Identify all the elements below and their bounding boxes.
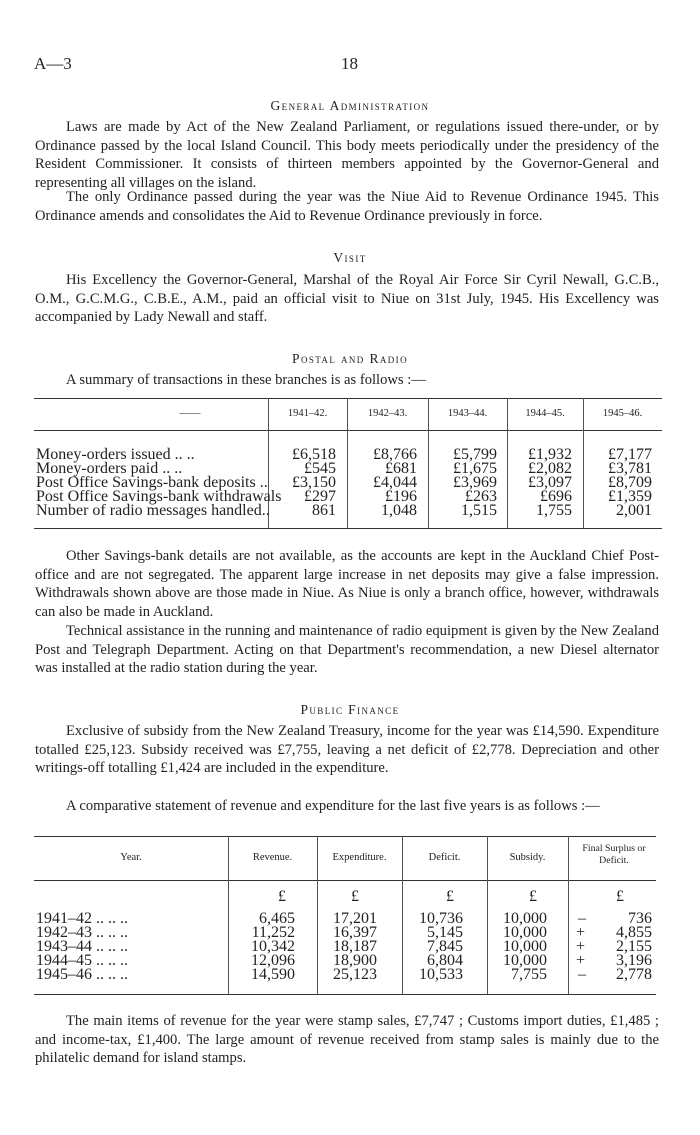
finance-cell: 2,155	[616, 938, 652, 955]
postal-cell: £2,082	[528, 460, 572, 477]
finance-row-year: 1942–43 .. .. ..	[36, 924, 128, 941]
postal-cell: £1,359	[608, 488, 652, 505]
postal-cell: 1,515	[461, 502, 497, 519]
sign-plus: +	[576, 952, 586, 969]
postal-row-label: Number of radio messages handled..	[36, 502, 270, 519]
postal-cell: £1,675	[453, 460, 497, 477]
finance-col-expenditure: Expenditure.	[332, 852, 387, 863]
finance-cell: 3,196	[616, 952, 652, 969]
postal-cell: £297	[304, 488, 336, 505]
finance-cell: 6,804	[427, 952, 463, 969]
finance-cell: 7,845	[427, 938, 463, 955]
finance-cell: 18,900	[333, 952, 377, 969]
finance-cell: 10,736	[419, 910, 463, 927]
postal-cell: £696	[540, 488, 572, 505]
finance-cell: 7,755	[511, 966, 547, 983]
postal-col-1941: 1941–42.	[287, 408, 328, 419]
finance-col-deficit: Deficit.	[428, 852, 461, 863]
unit-pound: £	[616, 888, 624, 905]
postal-cell: £3,969	[453, 474, 497, 491]
postal-cell: £545	[304, 460, 336, 477]
finance-col-year: Year.	[120, 852, 142, 863]
finance-cell: 18,187	[333, 938, 377, 955]
finance-cell: 2,778	[616, 966, 652, 983]
page-number: 18	[341, 54, 358, 73]
finance-col-final: Final Surplus or Deficit.	[582, 843, 646, 866]
finance-row-year: 1945–46 .. .. ..	[36, 966, 128, 983]
finance-cell: 736	[628, 910, 652, 927]
postal-cell: £263	[465, 488, 497, 505]
postal-cell: £681	[385, 460, 417, 477]
finance-row-year: 1941–42 .. .. ..	[36, 910, 128, 927]
finance-cell: 10,342	[251, 938, 295, 955]
finance-cell: 4,855	[616, 924, 652, 941]
finance-cell: 12,096	[251, 952, 295, 969]
postal-cell: 2,001	[616, 502, 652, 519]
paragraph-closing: The main items of revenue for the year were stamp sales, £7,747 ; Customs import duties, £1,485 ; and income-tax, £1,400. The large amount of revenue received from stamp sales is mainly due to the philatelic demand for island stamps.	[35, 1013, 659, 1067]
unit-pound: £	[529, 888, 537, 905]
postal-cell: 1,755	[536, 502, 572, 519]
postal-cell: £4,044	[373, 474, 417, 491]
paragraph-laws: Laws are made by Act of the New Zealand Parliament, or regulations issued there-under, or by Ordinance passed by the local Island Council. This body meets periodically under the presidency of the Resident Commissioner. It consists of thirteen members appointed by the Governor-General and representing all villages on the island.	[35, 119, 659, 191]
paragraph-finance: Exclusive of subsidy from the New Zealand Treasury, income for the year was £14,590. Expenditure totalled £25,123. Subsidy received was £7,755, leaving a net deficit of £2,778. Depreciation and other writings-off totalling £1,424 are included in the expenditure.	[35, 723, 659, 777]
paragraph-visit: His Excellency the Governor-General, Marshal of the Royal Air Force Sir Cyril Newall, G.C.B., O.M., G.C.M.G., C.B.E., A.M., paid an official visit to Niue on 31st July, 1945. His Excellency was accompanied by Lady Newall and staff.	[35, 272, 659, 326]
finance-row-year: 1943–44 .. .. ..	[36, 938, 128, 955]
finance-cell: 10,000	[503, 924, 547, 941]
postal-row-label: Money-orders issued .. ..	[36, 446, 195, 463]
postal-col-1942: 1942–43.	[367, 408, 408, 419]
document-reference: A—3	[34, 54, 72, 73]
postal-cell: £8,766	[373, 446, 417, 463]
postal-row-label: Post Office Savings-bank withdrawals	[36, 488, 282, 505]
finance-col-revenue: Revenue.	[252, 852, 293, 863]
finance-cell: 10,000	[503, 952, 547, 969]
postal-col-1943: 1943–44.	[447, 408, 488, 419]
postal-cell: £6,518	[292, 446, 336, 463]
postal-cell: £5,799	[453, 446, 497, 463]
section-heading-visit: Visit	[333, 250, 367, 265]
paragraph-postal-intro: A summary of transactions in these branches is as follows :—	[66, 372, 426, 388]
unit-pound: £	[278, 888, 286, 905]
paragraph-comparative: A comparative statement of revenue and expenditure for the last five years is as follows :—	[66, 798, 600, 814]
postal-cell: 1,048	[381, 502, 417, 519]
sign-minus: –	[578, 910, 586, 927]
finance-cell: 17,201	[333, 910, 377, 927]
finance-cell: 6,465	[259, 910, 295, 927]
finance-cell: 25,123	[333, 966, 377, 983]
postal-col-1945: 1945–46.	[602, 408, 643, 419]
section-heading-postal-radio: Postal and Radio	[292, 351, 408, 366]
postal-cell: 861	[312, 502, 336, 519]
postal-col-1944: 1944–45.	[525, 408, 565, 419]
section-heading-public-finance: Public Finance	[300, 702, 400, 717]
finance-col-subsidy: Subsidy.	[509, 852, 546, 863]
postal-row-label: Money-orders paid .. ..	[36, 460, 183, 477]
finance-cell: 5,145	[427, 924, 463, 941]
paragraph-savings: Other Savings-bank details are not available, as the accounts are kept in the Auckland Chief Post-office and are not segregated. The apparent large increase in net deposits may give a false impression. Withdrawals shown above are those made in Niue. As Niue is only a branch office, however, withdrawals can also be made in Auckland.	[35, 548, 659, 620]
unit-pound: £	[446, 888, 454, 905]
finance-cell: 10,000	[503, 910, 547, 927]
finance-cell: 16,397	[333, 924, 377, 941]
postal-cell: £7,177	[608, 446, 652, 463]
paragraph-technical: Technical assistance in the running and maintenance of radio equipment is given by the New Zealand Post and Telegraph Department. Acting on that Department's recommendation, a new Diesel alternator was installed at the radio station during the year.	[35, 623, 659, 677]
finance-cell: 10,533	[419, 966, 463, 983]
section-heading-general-administration: General Administration	[270, 98, 430, 113]
sign-minus: –	[578, 966, 586, 983]
sign-plus: +	[576, 924, 586, 941]
postal-cell: £1,932	[528, 446, 572, 463]
paragraph-ordinance: The only Ordinance passed during the year was the Niue Aid to Revenue Ordinance 1945. This Ordinance amends and consolidates the Aid to Revenue Ordinance previously in force.	[35, 189, 659, 224]
finance-cell: 14,590	[251, 966, 295, 983]
postal-cell: £3,150	[292, 474, 336, 491]
finance-cell: 10,000	[503, 938, 547, 955]
postal-cell: £196	[385, 488, 417, 505]
postal-cell: £3,097	[528, 474, 572, 491]
postal-row-label: Post Office Savings-bank deposits ..	[36, 474, 268, 491]
postal-table-corner: ——	[179, 408, 201, 419]
postal-cell: £8,709	[608, 474, 652, 491]
unit-pound: £	[351, 888, 359, 905]
finance-cell: 11,252	[251, 924, 295, 941]
sign-plus: +	[576, 938, 586, 955]
postal-cell: £3,781	[608, 460, 652, 477]
finance-row-year: 1944–45 .. .. ..	[36, 952, 128, 969]
